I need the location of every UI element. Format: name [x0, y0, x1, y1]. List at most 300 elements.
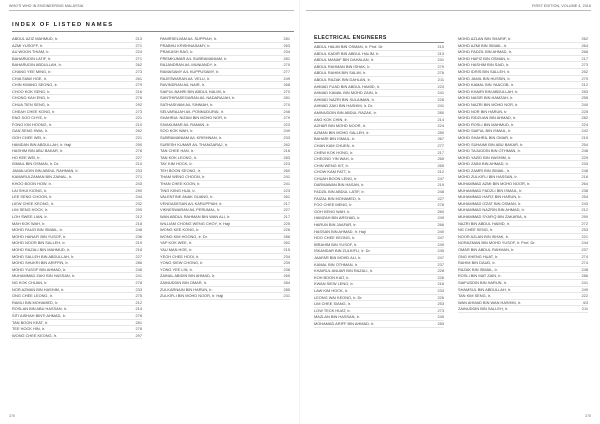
entry-page-number: 286: [135, 260, 142, 266]
index-entry: [12, 234, 142, 241]
index-entry: [160, 49, 290, 56]
entry-page-number: 290: [135, 207, 142, 213]
entry-page-number: 262: [135, 128, 142, 134]
entry-name: MOHD ZAMRI BIN ISMAIL, Ir.: [458, 167, 510, 173]
entry-page-number: 266: [437, 222, 444, 228]
entry-page-number: 281: [283, 55, 290, 61]
entry-page-number: 219: [437, 182, 444, 188]
index-entry: [314, 156, 444, 163]
entry-name: MOHD RAZALI BIN MAHMUD, Ir.: [12, 247, 71, 252]
entry-name: VENGADESAN A/L KARUPPIAH, Ir.: [160, 200, 223, 206]
index-entry: [458, 36, 588, 43]
entry-page-number: 221: [135, 115, 142, 121]
entry-page-number: 237: [437, 261, 444, 267]
entry-name: ONG KHENG HUAT, Ir.: [458, 253, 499, 259]
entry-page-number: 245: [437, 314, 444, 320]
index-entry: [12, 293, 142, 300]
entry-page-number: 216: [437, 281, 444, 287]
index-entry: [314, 70, 444, 77]
entry-page-number: 240: [437, 228, 444, 234]
entry-page-number: 227: [437, 195, 444, 201]
entry-name: MOHD KHAIRI BIN ABDULLAH, Ir.: [458, 88, 519, 94]
entry-name: PRAKASH RAO, Ir.: [160, 49, 194, 55]
index-entry: [12, 168, 142, 175]
entry-page-number: 221: [581, 233, 588, 239]
index-entry: [160, 247, 290, 254]
index-entry: [314, 242, 444, 249]
entry-name: ZAINAL ABIDIN BIN AHMAD, Ir.: [160, 273, 216, 279]
index-entry: [12, 320, 142, 327]
entry-name: MUHAMMAD ZAKI BIN HASSAN, Ir.: [12, 273, 76, 279]
index-entry: [458, 109, 588, 116]
index-entry: [12, 115, 142, 122]
index-entry: [458, 188, 588, 195]
index-entry: [12, 227, 142, 234]
entry-page-number: 224: [437, 123, 444, 129]
entry-name: MOHD AZLAN BIN SHARIF, Ir.: [458, 36, 512, 41]
entry-name: KHAIRUL ANUAR BIN RAZALI, Ir.: [314, 268, 373, 274]
entry-page-number: 248: [135, 227, 142, 233]
index-entry: [314, 235, 444, 242]
entry-page-number: 248: [581, 148, 588, 154]
entry-name: CHIN KWANG SEONG, Ir.: [12, 82, 58, 88]
index-entry: [12, 128, 142, 135]
index-entry: [314, 229, 444, 236]
entry-name: LAW KIM HOCK, Ir.: [314, 287, 349, 293]
index-entry: [458, 201, 588, 208]
entry-page-number: 243: [581, 200, 588, 206]
index-entry: [458, 260, 588, 267]
index-entry: [12, 69, 142, 76]
entry-name: ZULKIFLI BIN MOHD NOOR, Ir. Haji: [160, 293, 224, 299]
entry-page-number: 268: [581, 49, 588, 55]
entry-name: CHIN WENG KIT, Ir.: [314, 162, 349, 168]
index-entry: [160, 181, 290, 188]
entry-page-number: 297: [135, 332, 142, 338]
index-entry: [12, 181, 142, 188]
entry-name: RAJANDRAN A/L MUNIANDY, Ir.: [160, 62, 218, 68]
entry-page-number: 280: [437, 109, 444, 115]
entry-page-number: 281: [283, 36, 290, 41]
index-entry: [458, 62, 588, 69]
entry-name: HASSAN BIN AHMAD, Ir. Haji: [314, 228, 366, 234]
entry-name: KWAN SIEW LENG, Ir.: [314, 281, 354, 287]
entry-page-number: 249: [437, 241, 444, 247]
entry-page-number: 252: [581, 68, 588, 74]
index-entry: [12, 109, 142, 116]
entry-name: MUHAMMAD NAZRIN BIN AHMAD, Ir.: [458, 207, 525, 213]
entry-name: ONG CHEE LEONG, Ir.: [12, 293, 53, 299]
entry-name: TAN BOON KEAT, Ir.: [12, 319, 48, 325]
entry-page-number: 222: [581, 293, 588, 299]
entry-name: FONG KIN HOONG, Ir.: [12, 121, 52, 127]
entry-name: BAHARUDIN ABDULLAH, Ir.: [12, 62, 62, 68]
entry-name: HAMDAN BIN ABDULLAH, Ir. Haji: [12, 141, 72, 147]
entry-page-number: 216: [581, 174, 588, 180]
entry-name: AMINUDDIN BIN ABDUL RAZAK, Ir.: [314, 109, 377, 115]
index-entry: [160, 168, 290, 175]
index-entry: [12, 260, 142, 267]
index-entry: [314, 103, 444, 110]
entry-name: MOHD SUHAIMI BIN ABU BAKAR, Ir.: [458, 141, 524, 147]
entry-name: LIM CHEE SIANG, Ir.: [314, 301, 351, 307]
entry-page-number: 254: [581, 194, 588, 200]
entry-name: KOH BOON KIAT, Ir.: [314, 274, 350, 280]
entry-page-number: 237: [581, 247, 588, 252]
entry-page-number: 223: [283, 121, 290, 127]
entry-name: AZHAR BIN MOHD NOOR, Ir.: [314, 123, 366, 129]
entry-name: MOHD NAZRI BIN MOHD NOR, Ir.: [458, 101, 519, 107]
index-entry: [314, 110, 444, 117]
entry-page-number: 227: [135, 154, 142, 160]
entry-name: NOOR AZLAN BIN ISHAK, Ir.: [458, 233, 509, 239]
entry-name: HARUN BIN JAAFAR, Ir.: [314, 222, 357, 228]
entry-name: RAJESWARAN A/L VELU, Ir.: [160, 75, 211, 81]
index-entry: [314, 308, 444, 315]
entry-page-number: 238: [581, 187, 588, 193]
index-entry: [12, 161, 142, 168]
entry-page-number: 271: [135, 174, 142, 180]
entry-name: LOH SWEE LIAN, Ir.: [12, 214, 48, 220]
entry-name: DARMAWAN BIN HASAN, Ir.: [314, 182, 365, 188]
index-entry: [12, 240, 142, 247]
entry-page-number: 224: [135, 49, 142, 55]
entry-name: MOHD ROSLI BIN MAHMUD, Ir.: [458, 121, 515, 127]
entry-page-number: 249: [437, 215, 444, 221]
entry-page-number: 248: [135, 266, 142, 272]
entry-page-number: 210: [135, 161, 142, 167]
entry-name: SHAHRUL NIZAM BIN MOHD NOR, Ir.: [160, 115, 228, 121]
index-entry: [314, 44, 444, 51]
entry-name: PANIRSELVAM A/L SUPPIAH, Ir.: [160, 36, 217, 41]
index-entry: [160, 115, 290, 122]
index-column-1: [12, 36, 142, 339]
entry-name: THAN CHEE KOON, Ir.: [160, 181, 201, 187]
index-entry: [458, 43, 588, 50]
entry-page-number: 212: [581, 82, 588, 88]
entry-page-number: 278: [135, 279, 142, 285]
entry-name: MOHD ZULKIFLI BIN HASSAN, Ir.: [458, 174, 518, 180]
index-entry: [314, 51, 444, 58]
index-entry: [160, 227, 290, 234]
title-rule: [12, 31, 294, 32]
entry-page-number: 273: [135, 108, 142, 114]
index-entry: [160, 240, 290, 247]
entry-page-number: 214: [135, 306, 142, 312]
index-entry: [12, 148, 142, 155]
entry-name: MOHD AZMI BIN ISMAIL, Ir.: [458, 42, 507, 48]
entry-name: SHAMSUL BIN ABDULLAH, Ir.: [458, 286, 512, 292]
entry-name: RAZAK BIN ISMAIL, Ir.: [458, 266, 498, 272]
entry-name: LIM SENG HOCK, Ir.: [12, 207, 49, 213]
index-entry: [12, 273, 142, 280]
entry-page-number: 247: [437, 255, 444, 260]
entry-name: AZMAN BIN MOHD SALLEH, Ir.: [314, 129, 370, 135]
entry-name: YAP KOK WEE, Ir.: [160, 240, 193, 246]
index-entry: [314, 301, 444, 308]
entry-page-number: 282: [581, 115, 588, 121]
entry-page-number: 216: [283, 148, 290, 154]
index-entry: [160, 89, 290, 96]
entry-name: MOHD SALLEH BIN ABDULLAH, Ir.: [12, 253, 75, 259]
entry-name: ABDUL HALIM BIN OSMAN, Ir. Prof. Dr.: [314, 44, 384, 49]
running-header-right: FIRST EDITION, VOLUME 4, 2016: [532, 4, 591, 8]
entry-page-number: 253: [437, 301, 444, 307]
index-entry: [12, 62, 142, 69]
index-entry: [12, 135, 142, 142]
entry-page-number: 213: [437, 50, 444, 56]
entry-name: ZAINUDDIN BIN SALLEH, Ir.: [458, 306, 509, 312]
entry-name: MOHD SHAHRIL BIN OMAR, Ir.: [458, 134, 514, 140]
entry-page-number: 231: [283, 293, 290, 299]
entry-name: MAZLAN BIN HASSAN, Ir.: [314, 314, 360, 320]
entry-page-number: 217: [283, 200, 290, 206]
entry-name: MOHD FAUZI BIN ISMAIL, Ir.: [12, 227, 63, 233]
entry-page-number: 254: [581, 141, 588, 147]
entry-page-number: 279: [437, 63, 444, 69]
entry-name: YONG YEE LIN, Ir.: [160, 266, 193, 272]
index-entry: [458, 142, 588, 149]
index-entry: [12, 188, 142, 195]
entry-page-number: 240: [581, 101, 588, 107]
header-rule: [9, 10, 294, 11]
entry-page-number: 283: [437, 320, 444, 326]
entry-name: CHONG KAH ENG, Ir.: [12, 95, 51, 101]
entry-name: TAN KOK LEONG, Ir.: [160, 154, 197, 160]
entry-page-number: 263: [283, 42, 290, 48]
index-entry: [458, 102, 588, 109]
index-entry: [160, 194, 290, 201]
index-entry: [314, 255, 444, 262]
entry-name: ROSLAN BIN ABU HASSAN, Ir.: [12, 306, 67, 312]
entry-name: AU WOON THIAM, Ir.: [12, 49, 50, 55]
entry-page-number: 276: [135, 312, 142, 318]
index-entry: [458, 194, 588, 201]
entry-name: ABDUL MANAF BIN DAHALAN, Ir.: [314, 57, 374, 63]
entry-page-number: 248: [581, 167, 588, 173]
index-entry: [12, 287, 142, 294]
entry-name: ABDUL RAHIM BIN SALIM, Ir.: [314, 70, 367, 76]
entry-name: AHMAD FUAD BIN ABDUL HAMID, Ir.: [314, 83, 381, 89]
entry-page-number: 233: [135, 167, 142, 173]
entry-page-number: 216: [135, 88, 142, 94]
entry-page-number: 276: [437, 70, 444, 76]
entry-page-number: 276: [135, 148, 142, 154]
index-entry: [12, 56, 142, 63]
entry-page-number: 226: [437, 274, 444, 280]
entry-page-number: 255: [581, 95, 588, 101]
index-entry: [458, 247, 588, 254]
entry-name: MOHD HASHIM BIN SAID, Ir.: [458, 62, 510, 68]
entry-page-number: 261: [283, 194, 290, 200]
index-entry: [12, 254, 142, 261]
entry-page-number: 262: [283, 240, 290, 246]
entry-name: LIEW CHEE KEONG, Ir.: [12, 200, 54, 206]
entry-name: SANTHIRASEGARAN A/L NADARAJAH, Ir.: [160, 95, 236, 101]
index-entry: [160, 201, 290, 208]
entry-name: WONG CHEE KEONG, Ir.: [12, 332, 57, 338]
entry-page-number: 268: [283, 82, 290, 88]
index-entry: [458, 234, 588, 241]
entry-name: MUHAMMAD AZMI BIN MOHD NOOR, Ir.: [458, 181, 531, 187]
entry-page-number: 271: [135, 55, 142, 61]
index-entry: [160, 221, 290, 228]
entry-page-number: 241: [437, 90, 444, 96]
index-entry: [314, 268, 444, 275]
entry-name: SAIFUL BAHRI BIN ABDUL HALIM, Ir.: [160, 88, 227, 94]
index-entry: [160, 135, 290, 142]
entry-page-number: 283: [283, 154, 290, 160]
entry-name: SAIFUDDIN BIN HARUN, Ir.: [458, 279, 507, 285]
index-entry: [160, 82, 290, 89]
index-entry: [314, 90, 444, 97]
index-entry: [160, 267, 290, 274]
entry-name: CHUA TIEN SENG, Ir.: [12, 101, 51, 107]
entry-page-number: 227: [135, 253, 142, 259]
entry-page-number: 241: [581, 279, 588, 285]
entry-name: CHAN KAM CHUEN, Ir.: [314, 142, 355, 148]
entry-page-number: 211: [437, 76, 444, 82]
index-entry: [12, 280, 142, 287]
entry-name: RAHIM BIN DAUD, Ir.: [458, 260, 496, 266]
index-entry: [160, 280, 290, 287]
entry-page-number: 283: [581, 88, 588, 94]
entry-page-number: 274: [581, 253, 588, 259]
entry-name: WILLIAM CHONG WENG CHOY, Ir. Haji: [160, 220, 230, 226]
entry-name: FAIZAL BIN MOHAMED, Ir.: [314, 195, 362, 201]
index-entry: [160, 155, 290, 162]
index-column-4: [458, 36, 588, 313]
entry-name: NAZRI BIN ABDUL HAMID, Ir.: [458, 220, 510, 226]
entry-page-number: 247: [437, 175, 444, 181]
index-entry: [458, 214, 588, 221]
entry-name: AHMAD KAMAL BIN MOHD ZAIN, Ir.: [314, 90, 379, 96]
index-entry: [314, 136, 444, 143]
entry-page-number: 272: [581, 220, 588, 226]
entry-page-number: 217: [437, 149, 444, 155]
entry-page-number: 265: [437, 156, 444, 162]
index-entry: [314, 215, 444, 222]
index-entry: [458, 267, 588, 274]
index-entry: [458, 148, 588, 155]
entry-name: CHANG YEE MING, Ir.: [12, 68, 52, 74]
index-entry: [160, 234, 290, 241]
entry-name: ABDUL RAZAK BIN DAHLAN, Ir.: [314, 76, 371, 82]
index-entry: [314, 57, 444, 64]
entry-name: TEH BOON SEONG, Ir.: [160, 167, 201, 173]
index-entry: [458, 287, 588, 294]
entry-name: ABDUL RAHMAN BIN ISHAK, Ir.: [314, 63, 371, 69]
index-entry: [458, 115, 588, 122]
index-entry: [314, 275, 444, 282]
entry-page-number: 233: [437, 287, 444, 293]
index-entry: [314, 295, 444, 302]
index-entry: [12, 49, 142, 56]
index-entry: [458, 174, 588, 181]
entry-page-number: 242: [581, 128, 588, 134]
entry-page-number: 264: [581, 181, 588, 187]
entry-name: ABDUL KADIR BIN ABDUL HALIM, Ir.: [314, 50, 380, 56]
right-page: [300, 0, 600, 424]
entry-page-number: 271: [135, 42, 142, 48]
entry-page-number: 270: [283, 101, 290, 107]
entry-name: ISKANDAR BIN ZULKIFLI, Ir. Dr.: [314, 248, 371, 254]
index-entry: [160, 161, 290, 168]
entry-name: WAN AHMAD BIN WAN HASHIM, Ir.: [458, 299, 522, 305]
entry-name: HOO CHEE KEONG, Ir.: [314, 235, 356, 241]
index-entry: [160, 62, 290, 69]
index-entry: [314, 130, 444, 137]
index-entry: [314, 143, 444, 150]
entry-name: HO KEE WEI, Ir.: [12, 154, 41, 160]
index-entry: [160, 36, 290, 43]
entry-page-number: 244: [581, 240, 588, 246]
entry-name: NORAZMAN BIN MOHD YUSOF, Ir. Prof. Dr.: [458, 240, 536, 246]
entry-name: YEOH CHEE HOOI, Ir.: [160, 253, 200, 259]
entry-page-number: 241: [437, 103, 444, 109]
entry-name: THAM WENG CHOON, Ir.: [160, 174, 206, 180]
index-entry: [314, 182, 444, 189]
index-entry: [160, 95, 290, 102]
index-entry: [458, 76, 588, 83]
entry-page-number: 210: [135, 121, 142, 127]
entry-name: NG KOK CHUAN, Ir.: [12, 279, 48, 285]
entry-page-number: 253: [581, 227, 588, 233]
entry-name: SITI AISHAH BINTI AHMAD, Ir.: [12, 312, 66, 318]
entry-name: CHOW KAM FATT, Ir.: [314, 169, 352, 175]
entry-page-number: 227: [283, 207, 290, 213]
entry-page-number: 213: [135, 36, 142, 41]
index-entry: [314, 150, 444, 157]
entry-page-number: 276: [135, 326, 142, 332]
index-entry: [458, 300, 588, 307]
entry-page-number: 244: [135, 194, 142, 200]
index-entry: [458, 221, 588, 228]
entry-page-number: 219: [135, 240, 142, 246]
index-entry: [314, 117, 444, 124]
entry-page-number: 260: [437, 208, 444, 214]
entry-page-number: 212: [437, 169, 444, 175]
entry-page-number: 223: [283, 161, 290, 167]
entry-name: VIKNESWARAN A/L PERUMAL, Ir.: [160, 207, 221, 213]
entry-page-number: 277: [437, 142, 444, 148]
index-entry: [160, 43, 290, 50]
entry-page-number: 233: [581, 161, 588, 167]
entry-name: LEE SENG CHOON, Ir.: [12, 194, 53, 200]
entry-name: MOHD JAMIL BIN HUSSIN, Ir.: [458, 75, 511, 81]
index-entry: [458, 227, 588, 234]
entry-page-number: 241: [283, 181, 290, 187]
index-entry: [12, 247, 142, 254]
entry-page-number: 260: [283, 167, 290, 173]
entry-page-number: 249: [283, 75, 290, 81]
entry-page-number: 285: [283, 286, 290, 292]
entry-name: MOHD YUSOF BIN AHMAD, Ir.: [12, 266, 67, 272]
index-entry: [314, 169, 444, 176]
entry-page-number: 265: [283, 273, 290, 279]
entry-name: SUBRAMANIAM A/L KRISHNAN, Ir.: [160, 134, 223, 140]
entry-name: MOHD TAJUDDIN BIN OTHMAN, Ir.: [458, 148, 521, 154]
entry-name: FOO CHEE MENG, Ir.: [314, 202, 353, 208]
index-entry: [12, 333, 142, 340]
index-entry: [314, 77, 444, 84]
entry-page-number: 233: [283, 134, 290, 140]
index-entry: [12, 43, 142, 50]
entry-name: LOW TECK HUAT, Ir.: [314, 307, 351, 313]
entry-page-number: 214: [437, 116, 444, 122]
entry-name: MOHD NOR BIN HARUN, Ir.: [458, 108, 508, 114]
entry-page-number: 280: [437, 129, 444, 135]
